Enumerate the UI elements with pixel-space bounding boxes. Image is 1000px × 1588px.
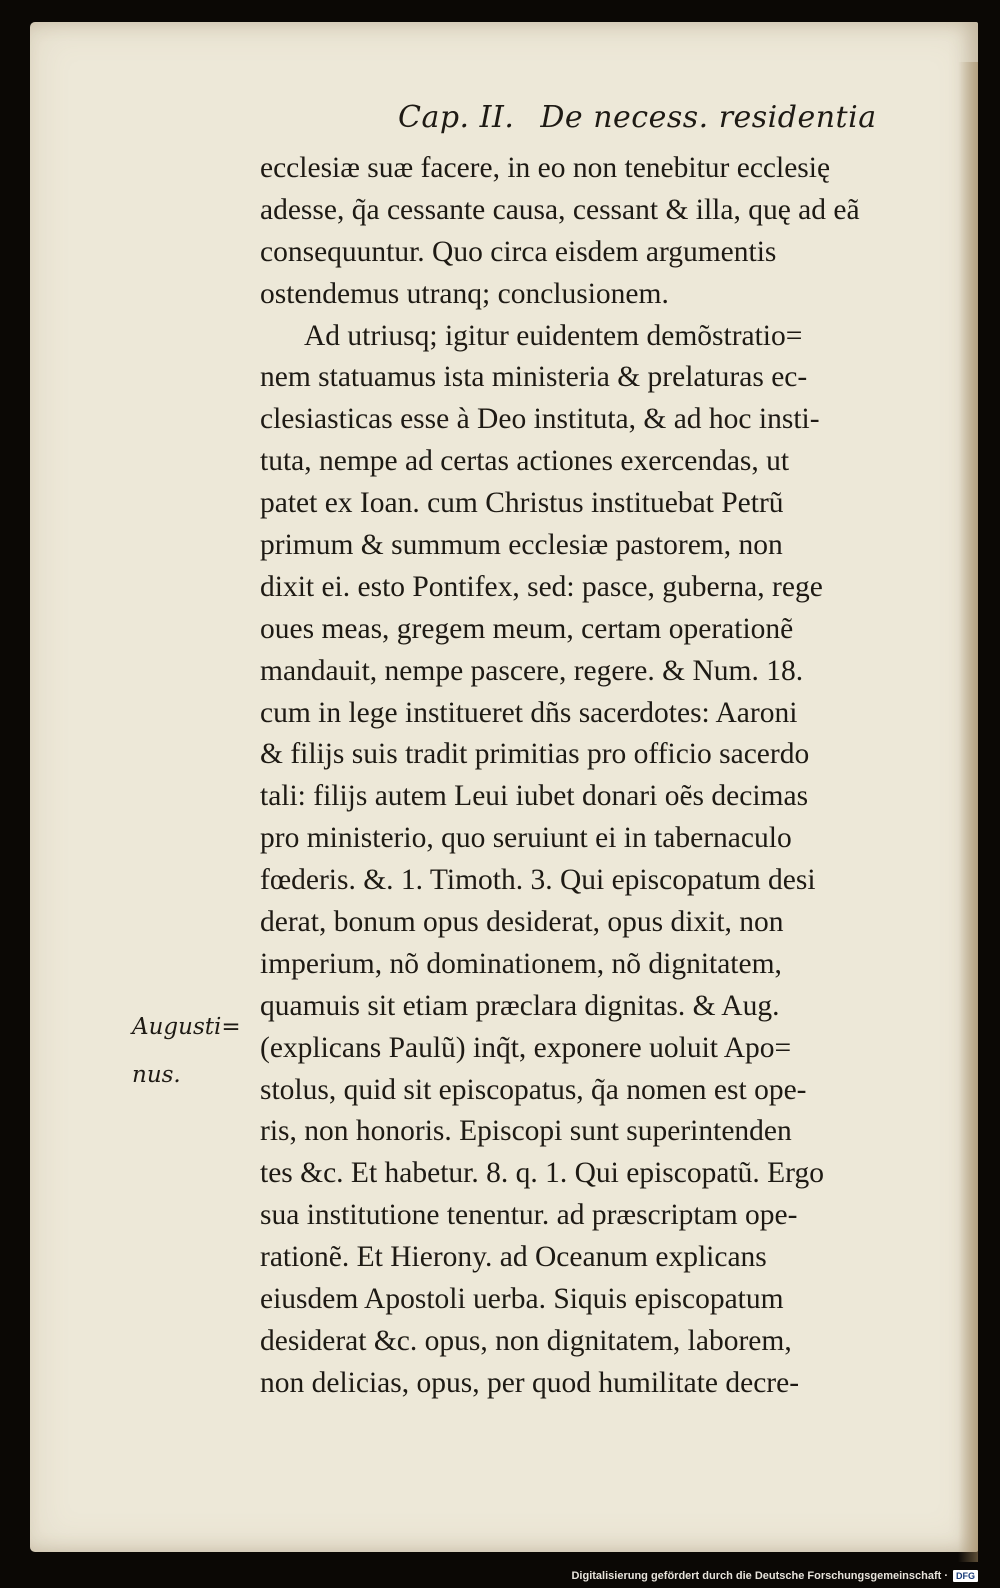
text-line: eiusdem Apostoli uerba. Siquis episcopatum: [260, 1283, 784, 1316]
text-line: clesiasticas esse à Deo instituta, & ad hoc insti-: [260, 403, 820, 436]
text-line: tali: filijs autem Leui iubet donari oẽs decimas: [260, 780, 809, 813]
text-line: ostendemus utranq; conclusionem.: [260, 277, 669, 310]
text-line: stolus, quid sit episcopatus, q̃a nomen est ope-: [260, 1073, 807, 1106]
text-line: (explicans Paulũ) inq̃t, exponere uoluit Apo=: [260, 1031, 792, 1064]
text-line: mandauit, nempe pascere, regere. & Num. 18.: [260, 654, 804, 687]
text-line: derat, bonum opus desiderat, opus dixit, non: [260, 906, 784, 939]
marginal-note-line: Augusti=: [132, 1014, 241, 1040]
text-line: patet ex Ioan. cum Christus instituebat Petrũ: [260, 487, 784, 520]
text-line: nem statuamus ista ministeria & prelaturas ec-: [260, 361, 808, 394]
text-line: desiderat &c. opus, non dignitatem, laborem,: [260, 1324, 792, 1357]
text-line: tuta, nempe ad certas actiones exercendas, ut: [260, 445, 790, 478]
text-line: pro ministerio, quo seruiunt ei in tabernaculo: [260, 822, 792, 855]
body-text: [260, 148, 930, 1405]
text-line: primum & summum ecclesiæ pastorem, non: [260, 529, 783, 562]
text-line: quamuis sit etiam præclara dignitas. & Aug.: [260, 989, 780, 1022]
marginal-note: [132, 1003, 241, 1099]
text-line: non delicias, opus, per quod humilitate decre-: [260, 1366, 800, 1399]
text-line: dixit ei. esto Pontifex, sed: pasce, guberna, rege: [260, 570, 823, 603]
credit-text: Digitalisierung gefördert durch die Deutsche Forschungsgemeinschaft ·: [571, 1570, 948, 1582]
paragraph-start-line: Ad utriusq; igitur euidentem demõstratio=: [304, 319, 803, 352]
digitization-credit: [571, 1570, 978, 1582]
chapter-title: De necess. residentia: [540, 100, 877, 135]
text-line: oues meas, gregem meum, certam operationẽ: [260, 612, 794, 645]
page-edge-shadow: [958, 62, 978, 1562]
dfg-logo: DFG: [953, 1570, 978, 1582]
running-head: [398, 100, 903, 135]
text-line: cum in lege institueret dñs sacerdotes: Aaroni: [260, 696, 798, 729]
text-line: tes &c. Et habetur. 8. q. 1. Qui episcopatũ. Ergo: [260, 1157, 824, 1190]
text-line: imperium, nõ dominationem, nõ dignitatem,: [260, 947, 782, 980]
text-line: consequuntur. Quo circa eisdem argumentis: [260, 235, 777, 268]
text-line: sua institutione tenentur. ad præscriptam ope-: [260, 1199, 798, 1232]
chapter-number: Cap. II.: [398, 100, 515, 135]
text-line: fœderis. &. 1. Timoth. 3. Qui episcopatum desi: [260, 864, 816, 897]
text-line: rationẽ. Et Hierony. ad Oceanum explicans: [260, 1241, 767, 1274]
text-line: adesse, q̃a cessante causa, cessant & illa, quę ad eã: [260, 193, 860, 226]
text-line: & filijs suis tradit primitias pro officio sacerdo: [260, 738, 810, 771]
text-line: ecclesiæ suæ facere, in eo non tenebitur ecclesię: [260, 152, 831, 184]
text-line: ris, non honoris. Episcopi sunt superintenden: [260, 1115, 792, 1148]
marginal-note-line: nus.: [132, 1062, 181, 1088]
